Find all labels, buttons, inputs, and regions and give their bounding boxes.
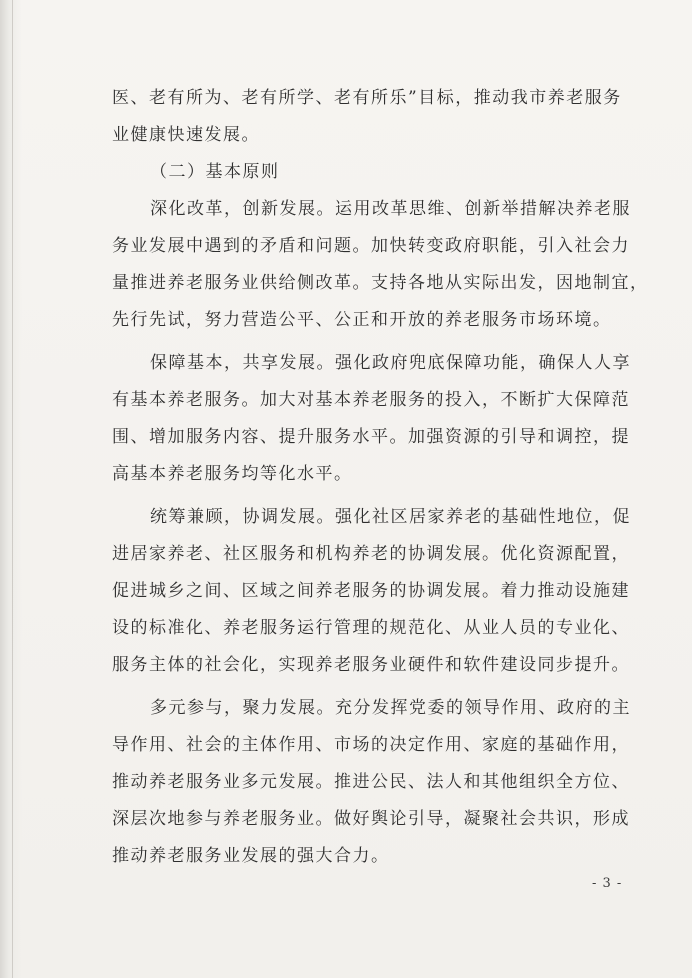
text-line: 先行先试，努力营造公平、公正和开放的养老服务市场环境。	[112, 310, 612, 330]
text-line: 量推进养老服务业供给侧改革。支持各地从实际出发，因地制宜，	[112, 273, 649, 293]
paragraph-start: 保障基本，共享发展。强化政府兜底保障功能，确保人人享	[150, 353, 631, 373]
text-line: 推动养老服务业多元发展。推进公民、法人和其他组织全方位、	[112, 772, 630, 792]
text-line: 务业发展中遇到的矛盾和问题。加快转变政府职能，引入社会力	[112, 236, 630, 256]
text-line: 深层次地参与养老服务业。做好舆论引导，凝聚社会共识，形成	[112, 809, 630, 829]
text-line: 导作用、社会的主体作用、市场的决定作用、家庭的基础作用，	[112, 735, 630, 755]
page-edge-shadow	[0, 0, 22, 978]
document-body	[112, 80, 649, 875]
paragraph-start: 深化改革，创新发展。运用改革思维、创新举措解决养老服	[150, 199, 631, 219]
text-line: 服务主体的社会化，实现养老服务业硬件和软件建设同步提升。	[112, 655, 630, 675]
page-edge-line	[12, 0, 13, 978]
text-line: 围、增加服务内容、提升服务水平。加强资源的引导和调控，提	[112, 427, 630, 447]
text-line: 医、老有所为、老有所学、老有所乐”目标，推动我市养老服务	[112, 88, 622, 108]
text-line: 进居家养老、社区服务和机构养老的协调发展。优化资源配置，	[112, 544, 630, 564]
paragraph-start: 多元参与，聚力发展。充分发挥党委的领导作用、政府的主	[150, 698, 631, 718]
text-line: 推动养老服务业发展的强大合力。	[112, 846, 390, 866]
section-heading: （二）基本原则	[150, 162, 280, 182]
paragraph-start: 统筹兼顾，协调发展。强化社区居家养老的基础性地位，促	[150, 507, 631, 527]
text-line: 有基本养老服务。加大对基本养老服务的投入，不断扩大保障范	[112, 390, 630, 410]
text-line: 促进城乡之间、区域之间养老服务的协调发展。着力推动设施建	[112, 581, 630, 601]
text-line: 设的标准化、养老服务运行管理的规范化、从业人员的专业化、	[112, 618, 630, 638]
text-line: 高基本养老服务均等化水平。	[112, 464, 353, 484]
text-line: 业健康快速发展。	[112, 125, 260, 145]
page-number: - 3 -	[592, 876, 623, 891]
